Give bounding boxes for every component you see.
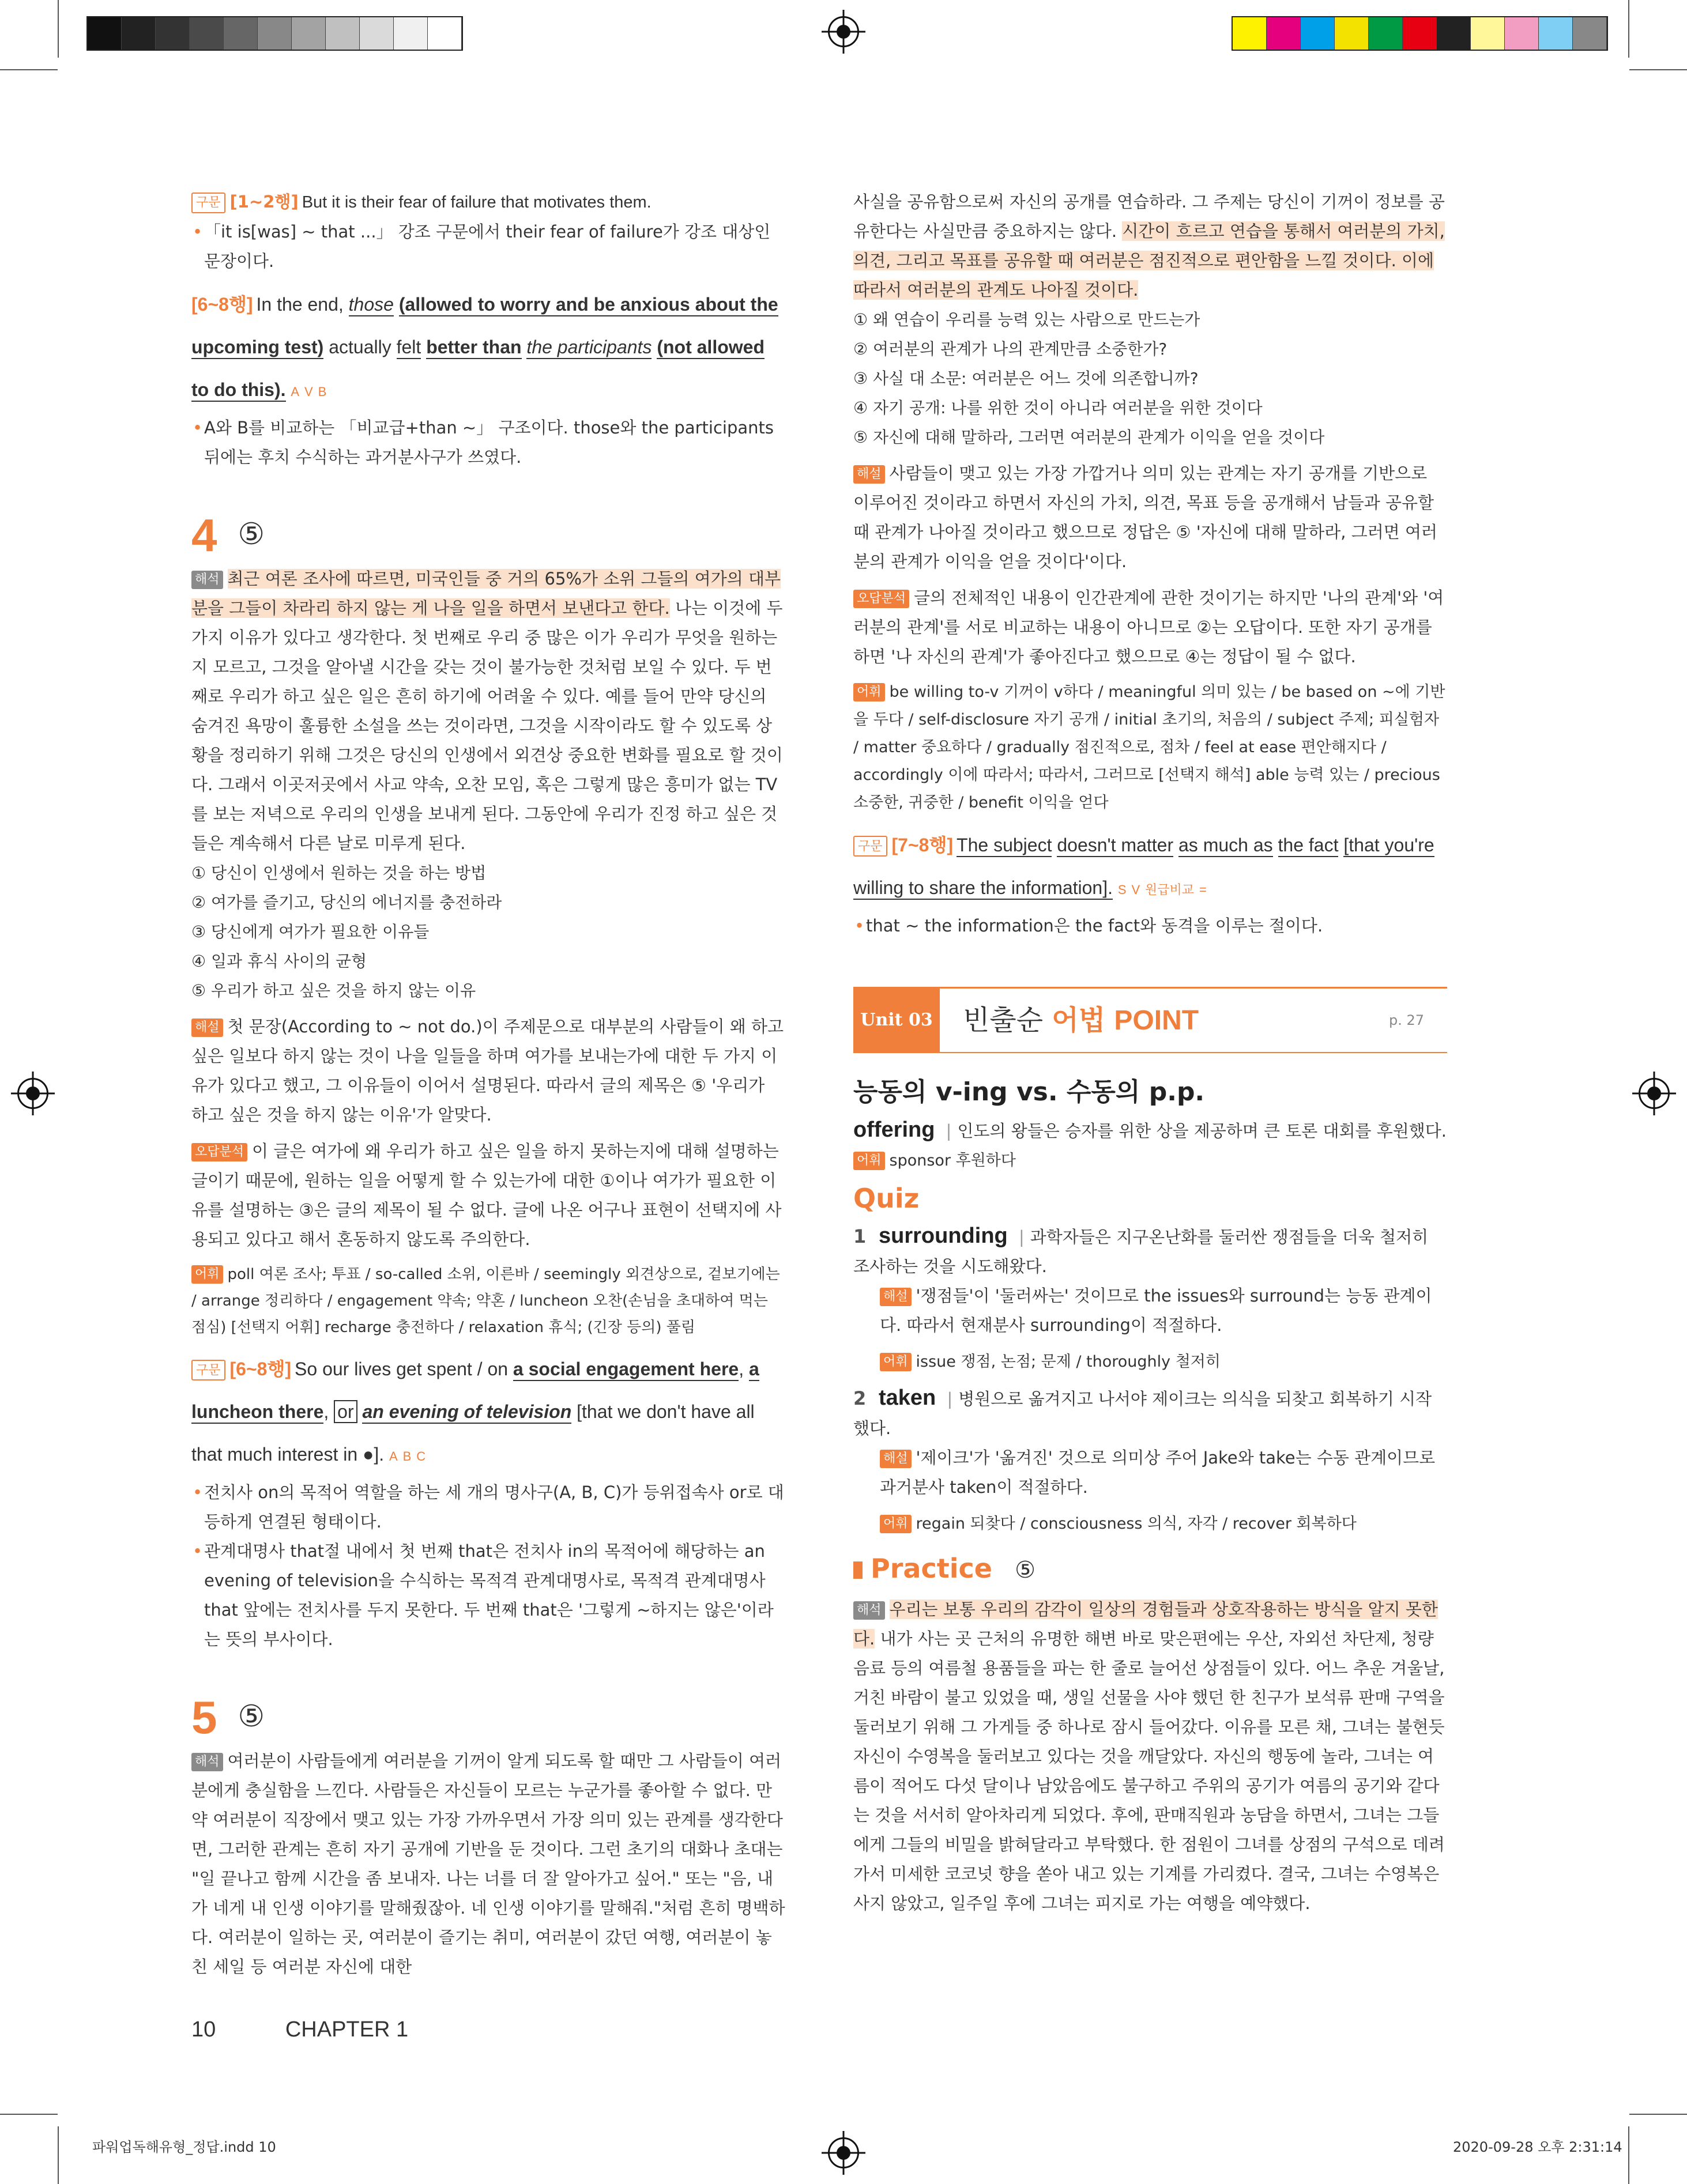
sentence-part: In the end,: [256, 294, 344, 315]
structure-mark: A: [389, 1449, 398, 1463]
boxed-conjunction: or: [334, 1400, 357, 1423]
practice-icon: [853, 1561, 863, 1579]
translation-continued: [853, 187, 1447, 305]
subject-phrase: The subject: [957, 835, 1052, 857]
noun-phrase-c: an evening of television: [362, 1401, 571, 1424]
noun-phrase-a: a social engagement here: [513, 1359, 739, 1381]
vocabulary-text: issue 쟁점, 논점; 문제 / thoroughly 철저히: [916, 1353, 1221, 1371]
chapter-label: CHAPTER 1: [285, 2017, 409, 2042]
example-translation: 인도의 왕들은 승자를 위한 상을 제공하며 큰 토론 대회를 후원했다.: [957, 1121, 1447, 1141]
registration-mark-right: [1639, 1078, 1670, 1109]
translation-tag: 해석: [853, 1601, 885, 1620]
left-column: [191, 187, 785, 1982]
explanation: [853, 1281, 1447, 1340]
unit-title-accent: POINT: [1114, 1005, 1199, 1036]
translation-text: 나는 이것에 두 가지 이유가 있다고 생각한다. 첫 번째로 우리 중 많은 이가 우리가 무엇을 원하는지 모르고, 그것을 알아낼 시간을 갖는 것이 불가능한 것처럼 보일 수 있다. 두 번째로 우리가 하고 싶은 일은 흔히 하기에 어려울 수 있다. 예를 들어 만약 당신의 숨겨진 욕망이 훌륭한 소설을 쓰는 것이라면, 그것을 시작이라도 할 수 있도록 상황을 정리하기 위해 그것은 당신의 인생에서 외견상 중요한 변화를 필요로 할 것이다. 그래서 이곳저곳에서 사교 약속, 오찬 모임, 혹은 그렇게 많은 흥미가 없는 TV를 보는 저녁으로 우리의 인생을 보내게 된다. 그동안에 우리가 진정 하고 싶은 것들은 계속해서 다른 날로 미루게 된다.: [191, 598, 783, 853]
line-ref: [6~8행]: [229, 1359, 292, 1379]
underlined-comparison: better than: [426, 337, 521, 359]
registration-mark-bottom: [828, 2137, 859, 2168]
right-column: [853, 187, 1447, 1918]
vocabulary-tag: 어휘: [853, 683, 885, 701]
unit-title-accent: 어법: [1052, 1005, 1106, 1036]
grammar-tag: 구문: [853, 836, 887, 857]
grammar-note-3: 구문 [6~8행] So our lives get spent / on a social engagement here, a luncheon there, or an evening of television [that we don't have all that much interest in ●]. A B C: [191, 1359, 759, 1465]
registration-mark-top: [828, 16, 859, 47]
option: ③ 당신에게 여가가 필요한 이유들: [191, 922, 430, 941]
question-4-header: [191, 507, 785, 564]
quiz-number: 2: [853, 1387, 867, 1409]
grammar-point-heading: 능동의 v-ing vs. 수동의 p.p.: [853, 1077, 1205, 1107]
structure-mark: V: [1131, 882, 1140, 897]
explanation-text: '제이크'가 '옮겨진' 것으로 의미상 주어 Jake와 take는 수동 관계이므로 과거분사 taken이 적절하다.: [880, 1448, 1436, 1497]
option: ② 여가를 즐기고, 당신의 에너지를 충전하라: [191, 893, 502, 912]
grammar-explanation: • 관계대명사 that절 내에서 첫 번째 that은 전치사 in의 목적어에 해당하는 an evening of television을 수식하는 목적격 관계대명사로, 목적격 관계대명사 that 앞에는 전치사를 두지 못한다. 두 번째 that은 '그렇게 ~하지는 않은'이라는 뜻의 부사이다.: [191, 1537, 785, 1654]
slug-file: 파워업독해유형_정답.indd 10: [92, 2139, 276, 2155]
vocabulary-text: sponsor 후원하다: [889, 1152, 1016, 1170]
crop-mark: [1628, 0, 1629, 58]
wrong-answer-tag: 오답분석: [853, 590, 909, 608]
quiz-number: 1: [853, 1225, 867, 1247]
answer-symbol: ⑤: [1015, 1557, 1036, 1583]
structure-mark: B: [318, 384, 327, 399]
grammar-explanation: • that ~ the information은 the fact와 동격을 이루는 절이다.: [853, 911, 1447, 941]
explanation-text: '쟁점들'이 '둘러싸는' 것이므로 the issues와 surround는 능동 관계이다. 따라서 현재분사 surrounding이 적절하다.: [880, 1286, 1432, 1335]
grammar-note-1: [191, 187, 785, 217]
page-number: 10: [191, 2017, 216, 2042]
quiz-heading: Quiz: [853, 1183, 920, 1214]
page-footer: [191, 2017, 408, 2042]
answer-word: taken: [879, 1386, 936, 1410]
crop-mark: [58, 0, 59, 58]
structure-mark: S: [1117, 882, 1127, 897]
translation-tag: 해석: [191, 571, 223, 589]
grammar-explanation: • 전치사 on의 목적어 역할을 하는 세 개의 명사구(A, B, C)가 등위접속사 or로 대등하게 연결된 형태이다.: [191, 1478, 785, 1537]
grayscale-color-bar: [86, 16, 463, 51]
explanation-tag: 해설: [191, 1019, 223, 1037]
unit-banner: [853, 987, 1447, 1053]
vocabulary-tag: 어휘: [853, 1152, 885, 1170]
explanation-tag: 해설: [853, 465, 885, 484]
crop-mark: [1629, 2114, 1687, 2115]
wrong-answer-analysis: [191, 1137, 785, 1254]
structure-mark: =: [1199, 882, 1207, 897]
option: ④ 자기 공개: 나를 위한 것이 아니라 여러분을 위한 것이다: [853, 398, 1263, 417]
vocabulary: [853, 1146, 1447, 1175]
explanation: [191, 1012, 785, 1130]
crop-mark: [0, 69, 58, 70]
translation: [191, 564, 785, 858]
crop-mark: [58, 2126, 59, 2184]
question-5-header: [191, 1689, 785, 1747]
vocabulary: [853, 678, 1447, 817]
verb-phrase: doesn't matter: [1057, 835, 1173, 857]
wrong-answer-tag: 오답분석: [191, 1143, 247, 1161]
unit-title-part: 빈출순: [963, 1004, 1044, 1036]
structure-mark: A: [291, 384, 300, 399]
underlined-phrase: (allowed to worry and be anxious about the upcoming test): [191, 294, 778, 359]
grammar-tag: 구문: [191, 193, 225, 213]
line-ref: [7~8행]: [891, 835, 954, 855]
vocabulary-text: regain 되찾다 / consciousness 의식, 자각 / recover 회복하다: [916, 1515, 1357, 1533]
crop-mark: [1628, 2126, 1629, 2184]
grammar-explanation: • 「it is[was] ~ that ...」 강조 구문에서 their fear of failure가 강조 대상인 문장이다.: [191, 217, 785, 276]
grammar-explanation: • A와 B를 비교하는 「비교급+than ~」 구조이다. those와 the participants 뒤에는 후치 수식하는 과거분사구가 쓰였다.: [191, 413, 785, 472]
answer-symbol: ⑤: [238, 1699, 265, 1734]
sentence-part: actually: [329, 337, 391, 357]
translation-text: 내가 사는 곳 근처의 유명한 해변 바로 맞은편에는 우산, 자외선 차단제, 청량음료 등의 여름철 용품들을 파는 한 줄로 늘어선 상점들이 있다. 어느 추운 겨울날, 거친 바람이 불고 있었을 때, 생일 선물을 사야 했던 한 친구가 보석류 판매 구역을 둘러보기 위해 그 가게들 중 하나로 잠시 들어갔다. 이유를 모른 채, 그녀는 불현듯 자신이 수영복을 둘러보고 있다는 것을 깨달았다. 자신의 행동에 놀라, 그녀는 여름이 적어도 다섯 달이나 남았음에도 불구하고 주위의 공기가 여름의 공기와 같다는 것을 서서히 알아차리게 되었다. 후에, 판매직원과 농담을 하면서, 그녀는 그들에게 그들의 비밀을 밝혀달라고 부탁했다. 한 점원이 그녀를 상점의 구석으로 데려가서 미세한 코코넛 향을 쏟아 내고 있는 기계를 가리켰다. 결국, 그녀는 수영복은 사지 않았고, 일주일 후에 그녀는 피지로 가는 여행을 예약했다.: [853, 1629, 1445, 1913]
registration-mark-left: [17, 1078, 48, 1109]
example-sentence: But it is their fear of failure that motivates them.: [302, 193, 652, 212]
unit-page-ref: p. 27: [1388, 1012, 1424, 1028]
comparison-phrase: as much as: [1178, 835, 1273, 857]
crop-mark: [1629, 69, 1687, 70]
wrong-answer-text: 글의 전체적인 내용이 인간관계에 관한 것이기는 하지만 '나의 관계'와 '여러분의 관계'를 서로 비교하는 내용이 아니므로 ②는 오답이다. 또한 자기 공개를 하면 '나 자신의 관계'가 좋아진다고 했으므로 ④는 정답이 될 수 없다.: [853, 588, 1444, 666]
example-item: offering | 인도의 왕들은 승자를 위한 상을 제공하며 큰 토론 대회를 후원했다.: [853, 1118, 1447, 1142]
explanation: [853, 1443, 1447, 1502]
option: ⑤ 우리가 하고 싶은 것을 하지 않는 이유: [191, 981, 476, 1000]
wrong-answer-text: 이 글은 여가에 왜 우리가 하고 싶은 일을 하지 못하는지에 대해 설명하는 글이기 때문에, 원하는 일을 어떻게 할 수 있는가에 대한 ①이나 여가가 필요한 이유를 설명하는 ③은 글의 제목이 될 수 없다. 글에 나온 어구나 표현이 선택지에 사용되고 있다고 해서 혼동하지 않도록 주의한다.: [191, 1141, 782, 1249]
crop-mark: [0, 2114, 58, 2115]
vocabulary: [191, 1261, 785, 1341]
answer-symbol: ⑤: [238, 517, 265, 552]
vocabulary-tag: 어휘: [880, 1353, 912, 1371]
appositive-clause: [that you're willing to share the information].: [853, 835, 1434, 900]
answer-word: offering: [853, 1118, 935, 1142]
explanation-text: 첫 문장(According to ~ not do.)이 주제문으로 대부분의 사람들이 왜 하고 싶은 일보다 하지 않는 것이 나을 일들을 하며 여가를 보내는가에 대한 두 가지 이유가 있다고 했고, 그 이유들이 이어서 설명된다. 따라서 글의 제목은 ⑤ '우리가 하고 싶은 것을 하지 않는 이유'가 알맞다.: [191, 1017, 784, 1125]
translation: [191, 1747, 785, 1982]
vocabulary: [853, 1509, 1447, 1538]
explanation: [853, 459, 1447, 576]
noun-phrase: the fact: [1278, 835, 1339, 857]
quiz-item-2: 2 taken | 병원으로 옮겨지고 나서야 제이크는 의식을 되찾고 회복하기 시작했다.: [853, 1383, 1447, 1443]
vocabulary-text: poll 여론 조사; 투표 / so-called 소위, 이른바 / seemingly 외견상으로, 겉보기에는 / arrange 정리하다 / engagement 약속; 약혼 / luncheon 오찬(손님을 초대하여 먹는 점심) [선택지 어휘] recharge 충전하다 / relaxation 휴식; (긴장 등의) 풀림: [191, 1266, 780, 1336]
highlighted-sentence: 최근 여론 조사에 따르면, 미국인들 중 거의 65%가 소위 그들의 여가의 대부분을 그들이 차라리 하지 않는 게 나을 일을 하면서 보낸다고 한다.: [191, 569, 781, 618]
grammar-note-2: [191, 283, 785, 413]
line-ref: [1~2행]: [229, 192, 299, 212]
option: ① 당신이 인생에서 원하는 것을 하는 방법: [191, 863, 487, 882]
quiz-translation: 병원으로 옮겨지고 나서야 제이크는 의식을 되찾고 회복하기 시작했다.: [853, 1389, 1432, 1438]
translation: [853, 1595, 1447, 1918]
translation-tag: 해석: [191, 1753, 223, 1771]
underlined-phrase-b: the participants: [526, 337, 652, 359]
practice-title: Practice: [871, 1553, 992, 1584]
explanation-tag: 해설: [880, 1288, 912, 1306]
question-number: 5: [191, 1692, 217, 1743]
vocabulary: [853, 1347, 1447, 1376]
unit-badge: Unit 03: [853, 989, 940, 1052]
relative-clause: [that we don't have all that much interest in ●].: [191, 1401, 755, 1465]
option: ④ 일과 휴식 사이의 균형: [191, 952, 367, 971]
answer-word: surrounding: [879, 1224, 1008, 1248]
underlined-phrase: (not allowed to do this).: [191, 337, 765, 402]
vocabulary-tag: 어휘: [880, 1515, 912, 1533]
option: ⑤ 자신에 대해 말하라, 그러면 여러분의 관계가 이익을 얻을 것이다: [853, 428, 1325, 447]
explanation-tag: 해설: [880, 1450, 912, 1468]
quiz-translation: 과학자들은 지구온난화를 둘러싼 쟁점들을 더욱 철저히 조사하는 것을 시도해왔다.: [853, 1227, 1429, 1276]
translation-text: 여러분이 사람들에게 여러분을 기꺼이 알게 되도록 할 때만 그 사람들이 여러분에게 충실함을 느낀다. 사람들은 자신들이 모르는 누군가를 좋아할 수 없다. 만약 여러분이 직장에서 맺고 있는 가장 가까우면서 가장 의미 있는 관계를 생각한다면, 그러한 관계는 흔히 자기 공개에 기반을 둔 것이다. 그런 초기의 대화나 초대는 "일 끝나고 함께 시간을 좀 보내자. 나는 너를 더 잘 알아가고 싶어." 또는 "음, 내가 네게 내 인생 이야기를 말해줬잖아. 네 인생 이야기를 말해줘."처럼 흔히 명백하다. 여러분이 일하는 곳, 여러분이 즐기는 취미, 여러분이 갔던 여행, 여러분이 놓친 세일 등 여러분 자신에 대한: [191, 1751, 785, 1976]
grammar-note: [853, 824, 1447, 911]
wrong-answer-analysis: [853, 583, 1447, 672]
line-ref: [6~8행]: [191, 294, 253, 315]
grammar-tag: 구문: [191, 1360, 225, 1380]
translation-text: 사실을 공유함으로써 자신의 공개를 연습하라. 그 주제는 당신이 기꺼이 정보를 공유한다는 사실만큼 중요하지는 않다.: [853, 192, 1445, 241]
slug-date: 2020-09-28 오후 2:31:14: [1453, 2139, 1622, 2155]
sentence-part: So our lives get spent / on: [295, 1359, 509, 1379]
vocabulary-tag: 어휘: [191, 1265, 223, 1284]
practice-heading: [853, 1545, 1447, 1595]
option: ③ 사실 대 소문: 여러분은 어느 것에 의존합니까?: [853, 369, 1199, 388]
highlighted-sentence: 시간이 흐르고 연습을 통해서 여러분의 가치, 의견, 그리고 목표를 공유할 때 여러분은 점진적으로 편안함을 느낄 것이다. 이에 따라서 여러분의 관계도 나아질 것이다.: [853, 221, 1445, 300]
structure-mark: V: [304, 384, 313, 399]
explanation-text: 사람들이 맺고 있는 가장 가깝거나 의미 있는 관계는 자기 공개를 기반으로 이루어진 것이라고 하면서 자신의 가치, 의견, 목표 등을 공개해서 남들과 공유할 때 관계가 나아질 것이라고 했으므로 정답은 ⑤ '자신에 대해 말하라, 그러면 여러분의 관계가 이익을 얻을 것이다'이다.: [853, 463, 1438, 571]
process-color-bar: [1232, 16, 1608, 51]
unit-title: [963, 989, 1199, 1053]
underlined-verb: felt: [397, 337, 421, 359]
structure-mark: B: [402, 1449, 412, 1463]
option: ① 왜 연습이 우리를 능력 있는 사람으로 만드는가: [853, 310, 1200, 329]
question-number: 4: [191, 510, 217, 561]
structure-mark: 원급비교: [1145, 882, 1195, 897]
option: ② 여러분의 관계가 나의 관계만큼 소중한가?: [853, 340, 1168, 359]
noun-phrase-b: a luncheon there: [191, 1359, 759, 1424]
underlined-phrase-a: those: [349, 294, 394, 316]
quiz-item-1: 1 surrounding | 과학자들은 지구온난화를 둘러싼 쟁점들을 더욱 철저히 조사하는 것을 시도해왔다.: [853, 1221, 1447, 1281]
structure-mark: C: [416, 1449, 426, 1463]
highlighted-sentence: 우리는 보통 우리의 감각이 일상의 경험들과 상호작용하는 방식을 알지 못한다.: [853, 1600, 1438, 1649]
vocabulary-text: be willing to-v 기꺼이 v하다 / meaningful 의미 있는 / be based on ~에 기반을 두다 / self-disclosure 자기 공개 / initial 초기의, 처음의 / subject 주제; 피실험자 / matter 중요하다 / gradually 점진적으로, 점차 / feel at ease 편안해지다 / accordingly 이에 따라서; 따라서, 그러므로 [선택지 해석] able 능력 있는 / precious 소중한, 귀중한 / benefit 이익을 얻다: [853, 683, 1445, 812]
